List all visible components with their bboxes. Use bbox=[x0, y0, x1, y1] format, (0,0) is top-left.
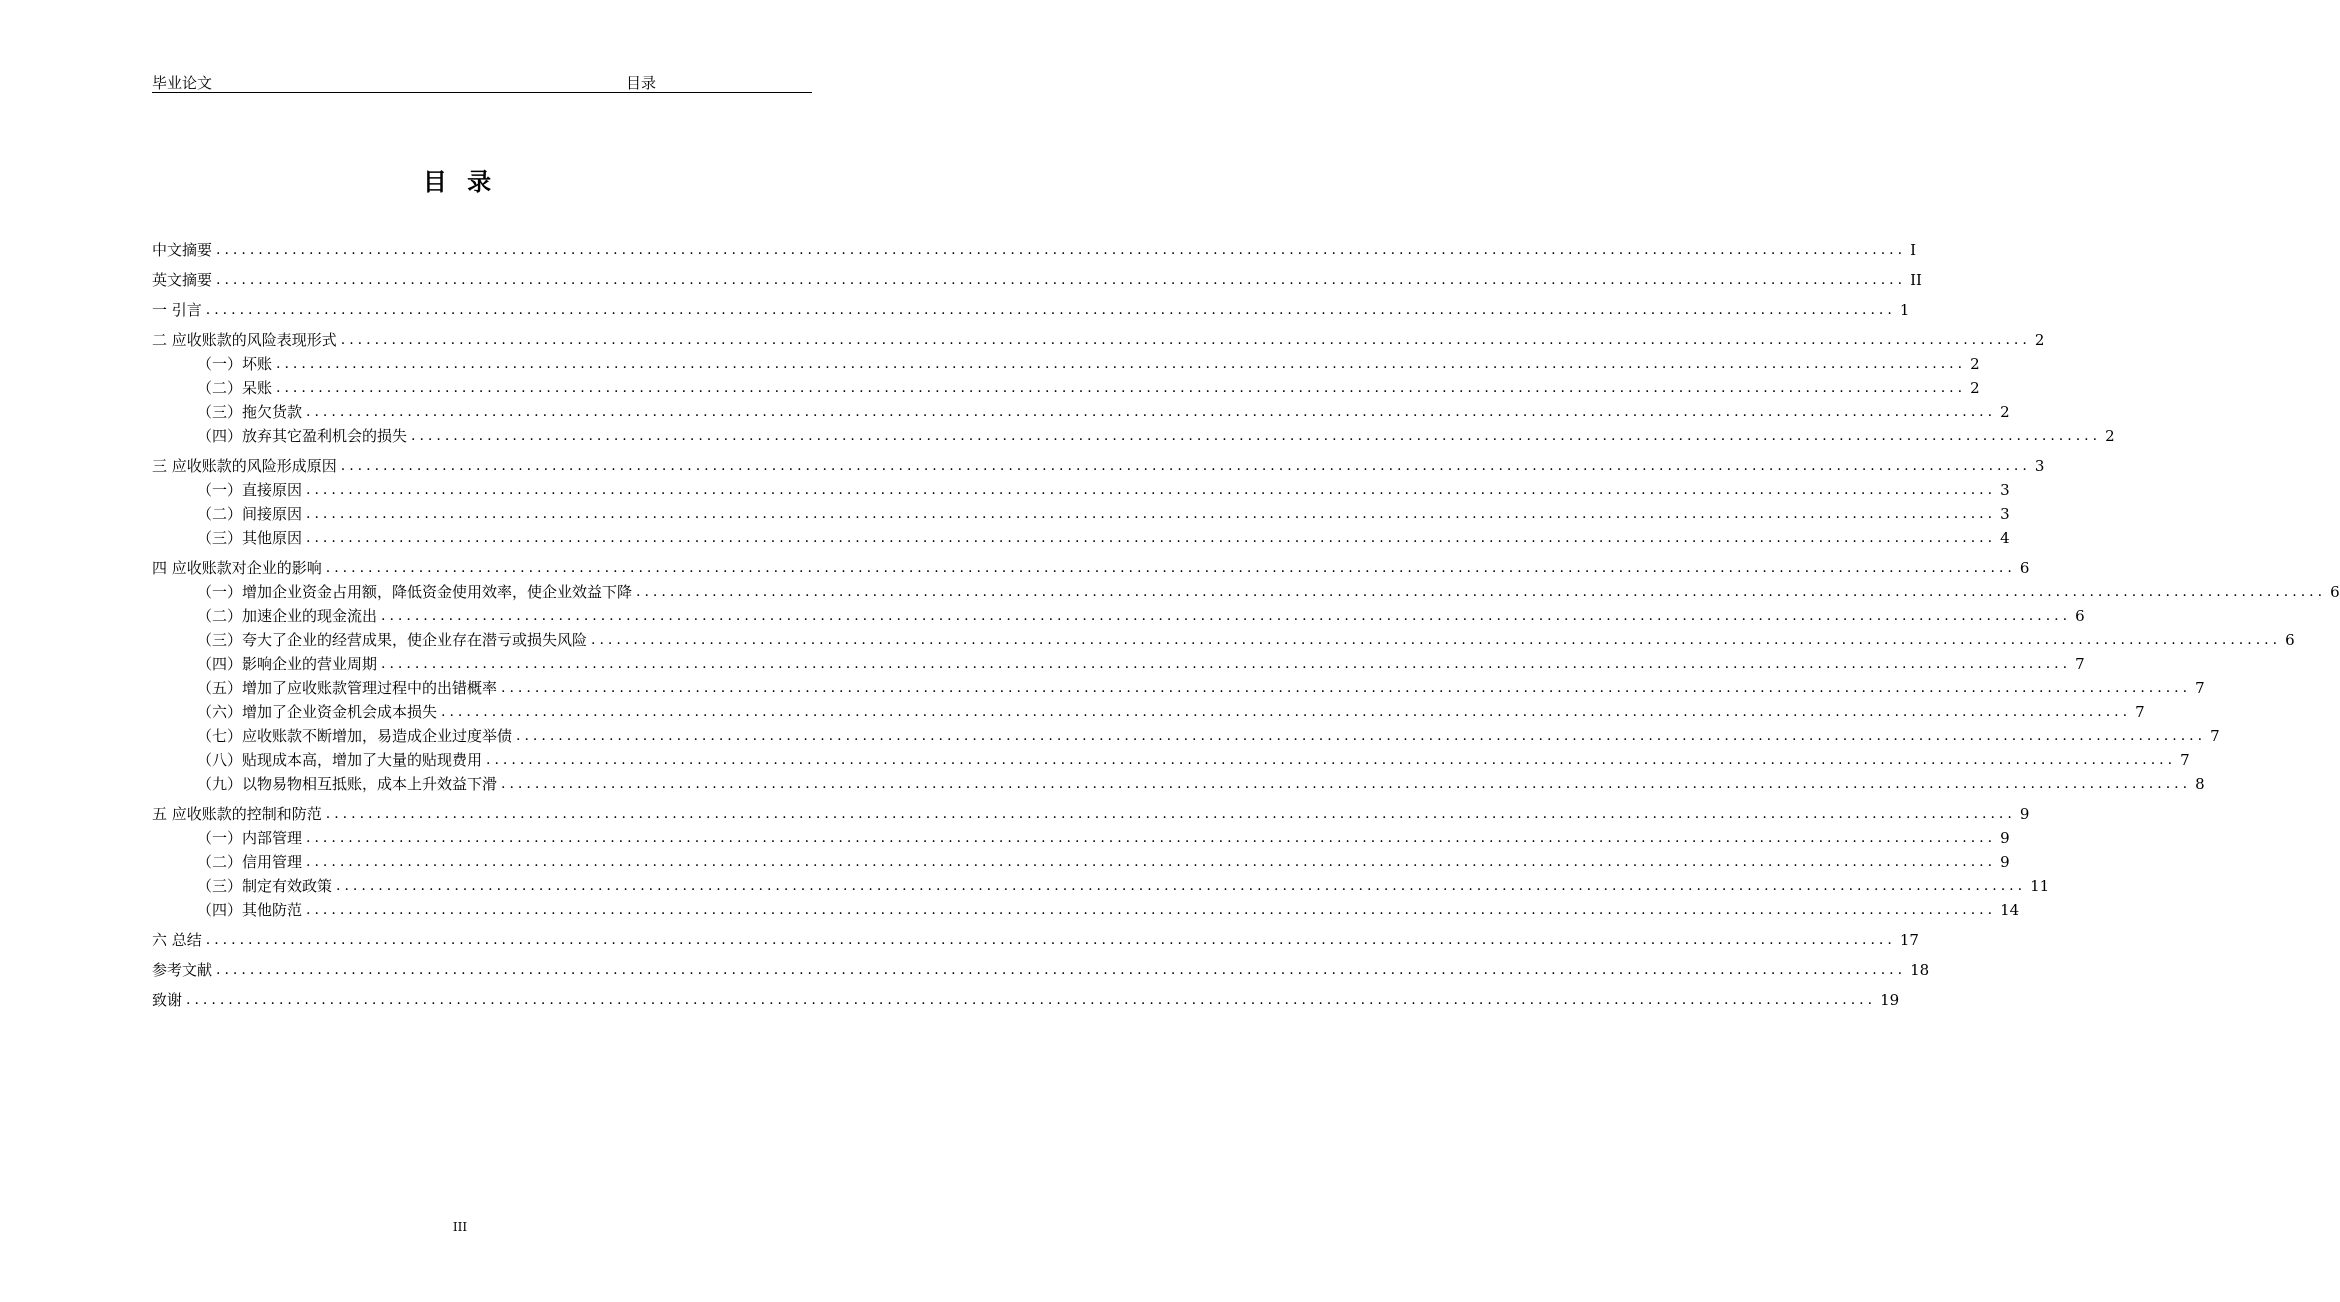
toc-entry-label: （八）贴现成本高，增加了大量的贴现费用 bbox=[197, 751, 483, 769]
toc-entry-label: （二）间接原因 bbox=[197, 505, 303, 523]
toc-entry-page: I bbox=[1910, 241, 1916, 259]
toc-entry-label: 致谢 bbox=[152, 991, 183, 1009]
toc-leader-dots: ........................................................................................................................................................................................................ bbox=[306, 404, 1997, 420]
toc-entry[interactable] bbox=[152, 422, 2115, 446]
toc-entry-label: 英文摘要 bbox=[152, 271, 213, 289]
toc-entry[interactable] bbox=[152, 674, 2205, 698]
page-title: 目 录 bbox=[422, 168, 498, 196]
toc-leader-dots: ........................................................................................................................................................................................................ bbox=[501, 680, 2192, 696]
toc-entry-page: 1 bbox=[1899, 301, 1910, 319]
toc-entry[interactable] bbox=[152, 230, 1916, 260]
toc-entry-label: （六）增加了企业资金机会成本损失 bbox=[197, 703, 438, 721]
toc-entry-label: （一）坏账 bbox=[197, 355, 273, 373]
toc-entry-page: 3 bbox=[2034, 457, 2045, 475]
toc-leader-dots: ........................................................................................................................................................................................................ bbox=[306, 506, 1997, 522]
toc-leader-dots: ........................................................................................................................................................................................................ bbox=[340, 458, 2031, 474]
toc-entry[interactable] bbox=[152, 260, 1922, 290]
toc-entry-page: 6 bbox=[2019, 559, 2030, 577]
toc-leader-dots: ........................................................................................................................................................................................................ bbox=[216, 242, 1907, 258]
toc-entry-page: 6 bbox=[2075, 607, 2085, 625]
toc-entry-page: 3 bbox=[2000, 505, 2010, 523]
toc-entry-label: （一）直接原因 bbox=[197, 481, 303, 499]
toc-entry-page: 2 bbox=[2034, 331, 2045, 349]
page-number: III bbox=[452, 1220, 468, 1234]
toc-entry-page: 7 bbox=[2180, 751, 2190, 769]
toc-entry[interactable] bbox=[152, 500, 2010, 524]
toc-entry-label: （三）拖欠货款 bbox=[197, 403, 303, 421]
toc-entry-page: 2 bbox=[2105, 427, 2115, 445]
toc-leader-dots: ........................................................................................................................................................................................................ bbox=[441, 704, 2132, 720]
toc-entry[interactable] bbox=[152, 650, 2085, 674]
toc-entry-label: （三）夸大了企业的经营成果，使企业存在潜亏或损失风险 bbox=[197, 631, 588, 649]
toc-entry-page: 6 bbox=[2285, 631, 2295, 649]
toc-entry[interactable] bbox=[152, 446, 2045, 476]
toc-leader-dots: ........................................................................................................................................................................................................ bbox=[340, 332, 2031, 348]
toc-leader-dots: ........................................................................................................................................................................................................ bbox=[516, 728, 2207, 744]
toc-entry-label: （一）内部管理 bbox=[197, 829, 303, 847]
toc-leader-dots: ........................................................................................................................................................................................................ bbox=[186, 992, 1877, 1008]
toc-entry[interactable] bbox=[152, 320, 2045, 350]
toc-entry-page: 8 bbox=[2195, 775, 2205, 793]
toc-entry[interactable] bbox=[152, 398, 2010, 422]
toc-entry[interactable] bbox=[152, 794, 2030, 824]
toc-entry-label: 四 应收账款对企业的影响 bbox=[152, 559, 322, 577]
toc-entry-label: 三 应收账款的风险形成原因 bbox=[152, 457, 337, 475]
toc-leader-dots: ........................................................................................................................................................................................................ bbox=[306, 902, 1997, 918]
toc-entry-page: 17 bbox=[1899, 931, 1919, 949]
toc-leader-dots: ........................................................................................................................................................................................................ bbox=[336, 878, 2027, 894]
toc-entry-page: 6 bbox=[2330, 583, 2340, 601]
toc-entry-page: 19 bbox=[1880, 991, 1900, 1009]
toc-entry[interactable] bbox=[152, 920, 1919, 950]
toc-entry-label: 五 应收账款的控制和防范 bbox=[152, 805, 322, 823]
toc-leader-dots: ........................................................................................................................................................................................................ bbox=[216, 962, 1907, 978]
table-of-contents bbox=[152, 230, 2340, 1010]
toc-entry-page: 2 bbox=[1970, 355, 1980, 373]
toc-entry[interactable] bbox=[152, 626, 2295, 650]
toc-entry[interactable] bbox=[152, 896, 2020, 920]
toc-entry-label: （二）信用管理 bbox=[197, 853, 303, 871]
page-header bbox=[152, 70, 812, 93]
toc-leader-dots: ........................................................................................................................................................................................................ bbox=[306, 830, 1997, 846]
toc-entry[interactable] bbox=[152, 548, 2030, 578]
toc-leader-dots: ........................................................................................................................................................................................................ bbox=[306, 482, 1997, 498]
toc-entry[interactable] bbox=[152, 290, 1910, 320]
toc-entry[interactable] bbox=[152, 374, 1980, 398]
toc-entry-label: （二）呆账 bbox=[197, 379, 273, 397]
toc-entry-label: （九）以物易物相互抵账，成本上升效益下滑 bbox=[197, 775, 498, 793]
toc-entry[interactable] bbox=[152, 848, 2010, 872]
toc-entry-label: （三）制定有效政策 bbox=[197, 877, 333, 895]
toc-entry-page: 7 bbox=[2210, 727, 2220, 745]
toc-entry-label: （二）加速企业的现金流出 bbox=[197, 607, 378, 625]
toc-entry-label: 参考文献 bbox=[152, 961, 213, 979]
toc-leader-dots: ........................................................................................................................................................................................................ bbox=[205, 302, 1896, 318]
header-left-text: 毕业论文 bbox=[152, 74, 213, 92]
toc-leader-dots: ........................................................................................................................................................................................................ bbox=[591, 632, 2282, 648]
toc-entry-label: （一）增加企业资金占用额，降低资金使用效率，使企业效益下降 bbox=[197, 583, 633, 601]
toc-leader-dots: ........................................................................................................................................................................................................ bbox=[325, 806, 2016, 822]
toc-leader-dots: ........................................................................................................................................................................................................ bbox=[411, 428, 2102, 444]
toc-entry-page: 14 bbox=[2000, 901, 2020, 919]
toc-entry-page: 7 bbox=[2075, 655, 2085, 673]
toc-leader-dots: ........................................................................................................................................................................................................ bbox=[381, 656, 2072, 672]
toc-entry[interactable] bbox=[152, 770, 2205, 794]
toc-entry-page: 9 bbox=[2000, 829, 2010, 847]
toc-entry[interactable] bbox=[152, 950, 1930, 980]
toc-leader-dots: ........................................................................................................................................................................................................ bbox=[636, 584, 2327, 600]
toc-entry[interactable] bbox=[152, 578, 2340, 602]
toc-entry[interactable] bbox=[152, 350, 1980, 374]
toc-leader-dots: ........................................................................................................................................................................................................ bbox=[276, 380, 1967, 396]
toc-entry[interactable] bbox=[152, 722, 2220, 746]
header-right-text: 目录 bbox=[626, 74, 657, 92]
toc-entry-label: （七）应收账款不断增加，易造成企业过度举债 bbox=[197, 727, 513, 745]
toc-entry-label: （四）其他防范 bbox=[197, 901, 303, 919]
toc-leader-dots: ........................................................................................................................................................................................................ bbox=[325, 560, 2016, 576]
toc-entry-page: 18 bbox=[1910, 961, 1930, 979]
toc-entry-label: （三）其他原因 bbox=[197, 529, 303, 547]
toc-entry-label: 六 总结 bbox=[152, 931, 202, 949]
toc-entry-page: 3 bbox=[2000, 481, 2010, 499]
toc-leader-dots: ........................................................................................................................................................................................................ bbox=[205, 932, 1896, 948]
toc-leader-dots: ........................................................................................................................................................................................................ bbox=[306, 530, 1997, 546]
toc-entry-page: II bbox=[1910, 271, 1922, 289]
toc-entry-label: （四）影响企业的营业周期 bbox=[197, 655, 378, 673]
toc-entry[interactable] bbox=[152, 524, 2010, 548]
toc-leader-dots: ........................................................................................................................................................................................................ bbox=[381, 608, 2072, 624]
toc-entry[interactable] bbox=[152, 872, 2050, 896]
toc-entry-label: 一 引言 bbox=[152, 301, 202, 319]
toc-entry-page: 7 bbox=[2135, 703, 2145, 721]
toc-entry[interactable] bbox=[152, 602, 2085, 626]
toc-entry-page: 2 bbox=[1970, 379, 1980, 397]
toc-entry-page: 4 bbox=[2000, 529, 2010, 547]
toc-entry-label: 中文摘要 bbox=[152, 241, 213, 259]
toc-entry[interactable] bbox=[152, 746, 2190, 770]
toc-entry-page: 9 bbox=[2000, 853, 2010, 871]
toc-entry-label: （四）放弃其它盈利机会的损失 bbox=[197, 427, 408, 445]
toc-entry-page: 7 bbox=[2195, 679, 2205, 697]
toc-entry-label: （五）增加了应收账款管理过程中的出错概率 bbox=[197, 679, 498, 697]
toc-entry-label: 二 应收账款的风险表现形式 bbox=[152, 331, 337, 349]
toc-entry-page: 9 bbox=[2019, 805, 2030, 823]
toc-leader-dots: ........................................................................................................................................................................................................ bbox=[306, 854, 1997, 870]
toc-entry-page: 11 bbox=[2030, 877, 2050, 895]
toc-entry[interactable] bbox=[152, 698, 2145, 722]
toc-leader-dots: ........................................................................................................................................................................................................ bbox=[216, 272, 1907, 288]
toc-entry[interactable] bbox=[152, 980, 1900, 1010]
toc-entry[interactable] bbox=[152, 476, 2010, 500]
toc-leader-dots: ........................................................................................................................................................................................................ bbox=[276, 356, 1967, 372]
toc-leader-dots: ........................................................................................................................................................................................................ bbox=[501, 776, 2192, 792]
toc-entry-page: 2 bbox=[2000, 403, 2010, 421]
toc-leader-dots: ........................................................................................................................................................................................................ bbox=[486, 752, 2177, 768]
toc-entry[interactable] bbox=[152, 824, 2010, 848]
